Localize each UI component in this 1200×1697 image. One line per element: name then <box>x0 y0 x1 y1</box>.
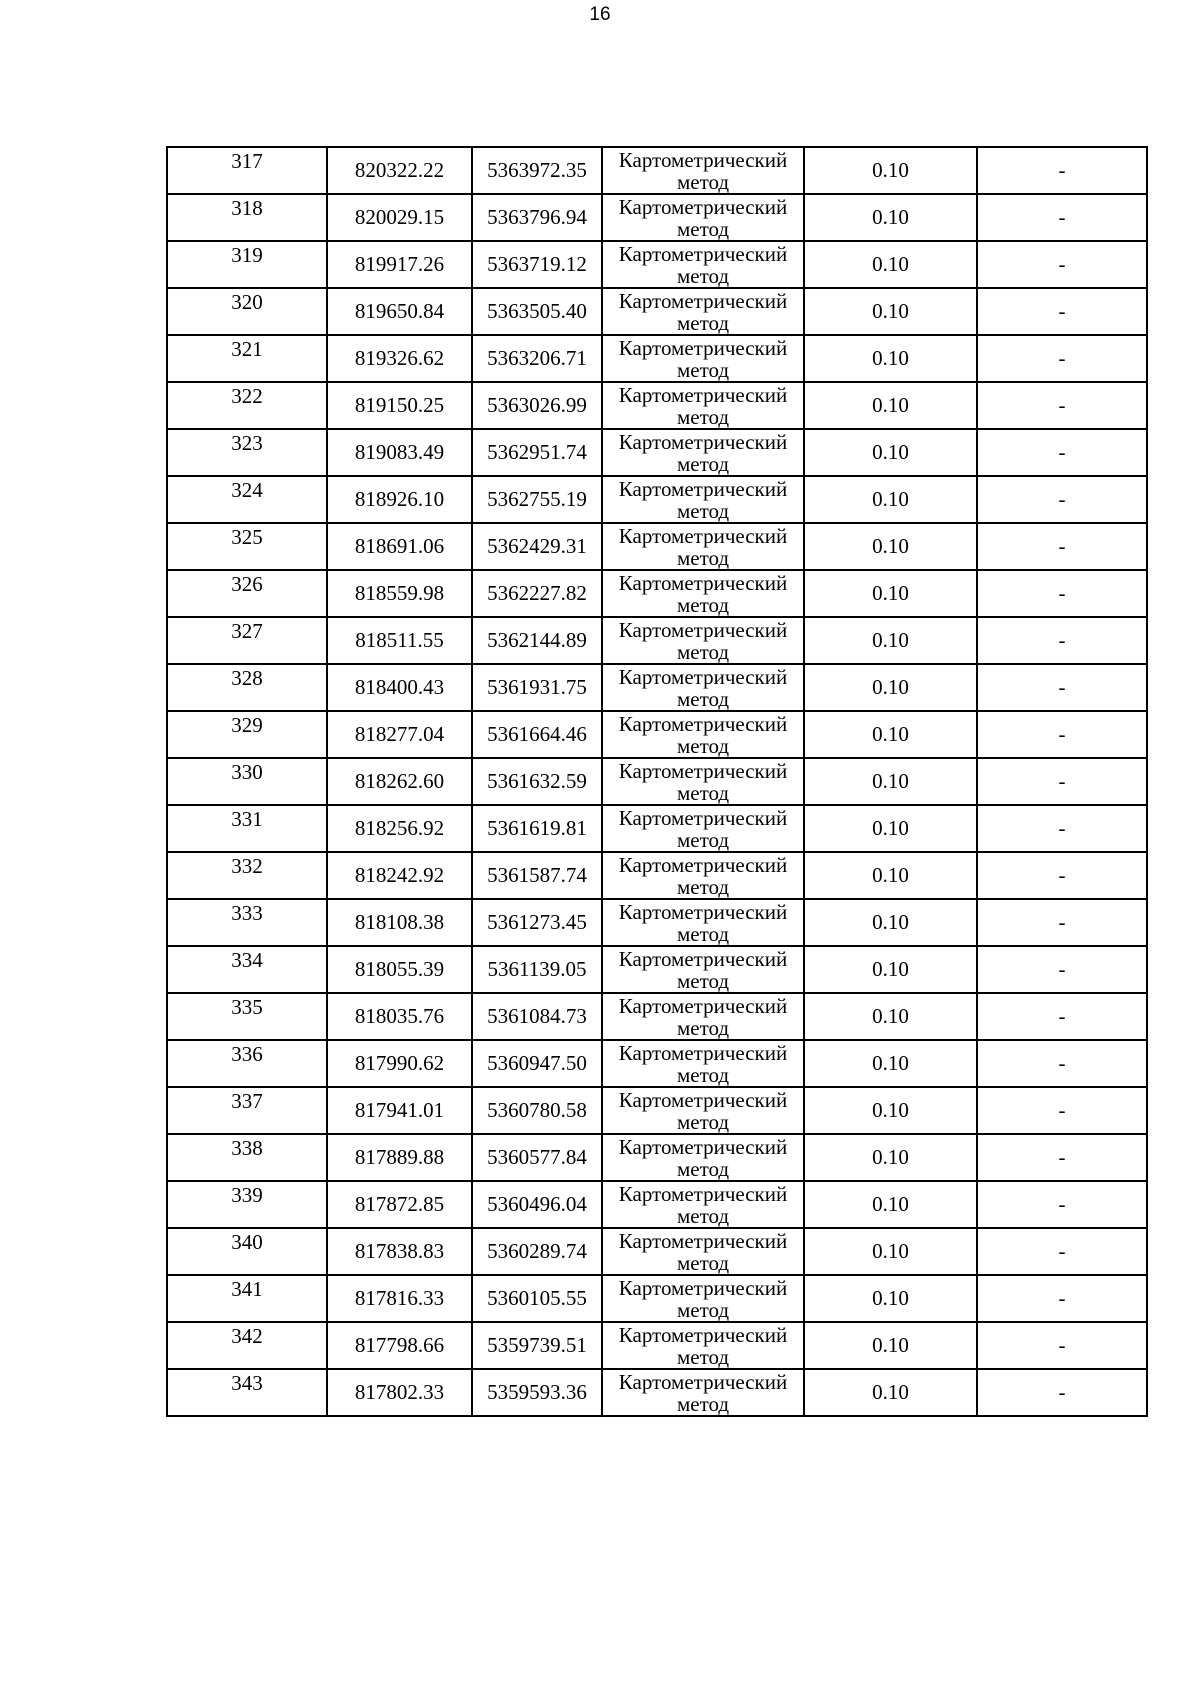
method-cell <box>602 1322 804 1369</box>
x-coordinate-cell: 817802.33 <box>327 1369 472 1416</box>
table-row <box>167 664 1147 711</box>
method-line-2: метод <box>676 1109 730 1134</box>
y-coordinate-cell: 5360947.50 <box>472 1040 602 1087</box>
accuracy-cell: 0.10 <box>804 805 977 852</box>
point-number-cell: 338 <box>167 1134 327 1181</box>
y-coordinate-cell: 5361273.45 <box>472 899 602 946</box>
table-row <box>167 1322 1147 1369</box>
x-coordinate-cell: 817816.33 <box>327 1275 472 1322</box>
accuracy-cell: 0.10 <box>804 476 977 523</box>
method-line-1: Картометрический <box>618 1275 788 1300</box>
table-row <box>167 382 1147 429</box>
x-coordinate-cell: 818511.55 <box>327 617 472 664</box>
point-number-cell: 340 <box>167 1228 327 1275</box>
point-number-cell: 341 <box>167 1275 327 1322</box>
x-coordinate-cell: 818400.43 <box>327 664 472 711</box>
y-coordinate-cell: 5363796.94 <box>472 194 602 241</box>
y-coordinate-cell: 5362144.89 <box>472 617 602 664</box>
method-line-1: Картометрический <box>618 711 788 736</box>
method-line-1: Картометрический <box>618 899 788 924</box>
x-coordinate-cell: 817941.01 <box>327 1087 472 1134</box>
x-coordinate-cell: 819150.25 <box>327 382 472 429</box>
method-line-2: метод <box>676 1015 730 1040</box>
x-coordinate-cell: 817798.66 <box>327 1322 472 1369</box>
method-line-1: Картометрический <box>618 1134 788 1159</box>
method-cell <box>602 711 804 758</box>
method-cell <box>602 1181 804 1228</box>
note-cell: - <box>977 758 1147 805</box>
y-coordinate-cell: 5361139.05 <box>472 946 602 993</box>
method-line-1: Картометрический <box>618 523 788 548</box>
accuracy-cell: 0.10 <box>804 147 977 194</box>
method-cell <box>602 382 804 429</box>
method-line-2: метод <box>676 310 730 335</box>
method-line-2: метод <box>676 1391 730 1416</box>
note-cell: - <box>977 429 1147 476</box>
accuracy-cell: 0.10 <box>804 1322 977 1369</box>
table-row <box>167 429 1147 476</box>
method-cell <box>602 476 804 523</box>
x-coordinate-cell: 819326.62 <box>327 335 472 382</box>
note-cell: - <box>977 946 1147 993</box>
method-cell <box>602 1134 804 1181</box>
point-number-cell: 332 <box>167 852 327 899</box>
x-coordinate-cell: 818926.10 <box>327 476 472 523</box>
method-cell <box>602 1275 804 1322</box>
method-line-2: метод <box>676 1062 730 1087</box>
note-cell: - <box>977 335 1147 382</box>
y-coordinate-cell: 5360289.74 <box>472 1228 602 1275</box>
method-line-2: метод <box>676 780 730 805</box>
method-line-1: Картометрический <box>618 805 788 830</box>
method-line-2: метод <box>676 968 730 993</box>
point-number-cell: 342 <box>167 1322 327 1369</box>
method-line-2: метод <box>676 357 730 382</box>
note-cell: - <box>977 1275 1147 1322</box>
point-number-cell: 335 <box>167 993 327 1040</box>
note-cell: - <box>977 805 1147 852</box>
point-number-cell: 325 <box>167 523 327 570</box>
x-coordinate-cell: 818559.98 <box>327 570 472 617</box>
table-row <box>167 1369 1147 1416</box>
note-cell: - <box>977 570 1147 617</box>
point-number-cell: 317 <box>167 147 327 194</box>
accuracy-cell: 0.10 <box>804 946 977 993</box>
note-cell: - <box>977 1369 1147 1416</box>
table-row <box>167 1228 1147 1275</box>
y-coordinate-cell: 5359593.36 <box>472 1369 602 1416</box>
y-coordinate-cell: 5363972.35 <box>472 147 602 194</box>
method-line-2: метод <box>676 404 730 429</box>
method-line-1: Картометрический <box>618 288 788 313</box>
method-line-2: метод <box>676 169 730 194</box>
y-coordinate-cell: 5362755.19 <box>472 476 602 523</box>
x-coordinate-cell: 817889.88 <box>327 1134 472 1181</box>
page-number: 16 <box>589 4 611 25</box>
y-coordinate-cell: 5362429.31 <box>472 523 602 570</box>
point-number-cell: 318 <box>167 194 327 241</box>
accuracy-cell: 0.10 <box>804 1134 977 1181</box>
table-row <box>167 993 1147 1040</box>
note-cell: - <box>977 1040 1147 1087</box>
y-coordinate-cell: 5361084.73 <box>472 993 602 1040</box>
accuracy-cell: 0.10 <box>804 523 977 570</box>
y-coordinate-cell: 5360577.84 <box>472 1134 602 1181</box>
table-row <box>167 288 1147 335</box>
method-line-1: Картометрический <box>618 147 788 172</box>
table-row <box>167 899 1147 946</box>
point-number-cell: 324 <box>167 476 327 523</box>
x-coordinate-cell: 819083.49 <box>327 429 472 476</box>
method-line-1: Картометрический <box>618 570 788 595</box>
accuracy-cell: 0.10 <box>804 1087 977 1134</box>
accuracy-cell: 0.10 <box>804 758 977 805</box>
method-cell <box>602 617 804 664</box>
method-cell <box>602 194 804 241</box>
x-coordinate-cell: 820322.22 <box>327 147 472 194</box>
method-line-2: метод <box>676 451 730 476</box>
table-row <box>167 1275 1147 1322</box>
method-line-2: метод <box>676 592 730 617</box>
method-line-2: метод <box>676 263 730 288</box>
y-coordinate-cell: 5361931.75 <box>472 664 602 711</box>
accuracy-cell: 0.10 <box>804 617 977 664</box>
table-row <box>167 570 1147 617</box>
x-coordinate-cell: 817838.83 <box>327 1228 472 1275</box>
note-cell: - <box>977 617 1147 664</box>
method-line-1: Картометрический <box>618 852 788 877</box>
method-line-1: Картометрический <box>618 476 788 501</box>
note-cell: - <box>977 993 1147 1040</box>
method-line-2: метод <box>676 827 730 852</box>
accuracy-cell: 0.10 <box>804 1369 977 1416</box>
accuracy-cell: 0.10 <box>804 1040 977 1087</box>
method-line-2: метод <box>676 216 730 241</box>
method-cell <box>602 664 804 711</box>
x-coordinate-cell: 817872.85 <box>327 1181 472 1228</box>
method-cell <box>602 758 804 805</box>
method-line-2: метод <box>676 1250 730 1275</box>
method-cell <box>602 288 804 335</box>
x-coordinate-cell: 818277.04 <box>327 711 472 758</box>
y-coordinate-cell: 5359739.51 <box>472 1322 602 1369</box>
note-cell: - <box>977 523 1147 570</box>
method-line-1: Картометрический <box>618 241 788 266</box>
table-row <box>167 1087 1147 1134</box>
point-number-cell: 334 <box>167 946 327 993</box>
point-number-cell: 333 <box>167 899 327 946</box>
y-coordinate-cell: 5362951.74 <box>472 429 602 476</box>
method-line-2: метод <box>676 1297 730 1322</box>
method-line-2: метод <box>676 1203 730 1228</box>
note-cell: - <box>977 288 1147 335</box>
table-row <box>167 476 1147 523</box>
point-number-cell: 343 <box>167 1369 327 1416</box>
table-row <box>167 711 1147 758</box>
point-number-cell: 336 <box>167 1040 327 1087</box>
point-number-cell: 337 <box>167 1087 327 1134</box>
method-cell <box>602 1040 804 1087</box>
accuracy-cell: 0.10 <box>804 288 977 335</box>
method-cell <box>602 852 804 899</box>
note-cell: - <box>977 1181 1147 1228</box>
x-coordinate-cell: 818035.76 <box>327 993 472 1040</box>
y-coordinate-cell: 5363719.12 <box>472 241 602 288</box>
method-line-2: метод <box>676 874 730 899</box>
method-line-1: Картометрический <box>618 429 788 454</box>
table-row <box>167 1134 1147 1181</box>
method-line-2: метод <box>676 545 730 570</box>
table-row <box>167 523 1147 570</box>
method-cell <box>602 429 804 476</box>
accuracy-cell: 0.10 <box>804 429 977 476</box>
x-coordinate-cell: 818055.39 <box>327 946 472 993</box>
point-number-cell: 327 <box>167 617 327 664</box>
method-cell <box>602 805 804 852</box>
y-coordinate-cell: 5360780.58 <box>472 1087 602 1134</box>
method-line-2: метод <box>676 1344 730 1369</box>
y-coordinate-cell: 5363206.71 <box>472 335 602 382</box>
point-number-cell: 331 <box>167 805 327 852</box>
point-number-cell: 320 <box>167 288 327 335</box>
method-line-2: метод <box>676 498 730 523</box>
method-line-1: Картометрический <box>618 1040 788 1065</box>
accuracy-cell: 0.10 <box>804 241 977 288</box>
method-line-1: Картометрический <box>618 1181 788 1206</box>
method-line-1: Картометрический <box>618 946 788 971</box>
y-coordinate-cell: 5362227.82 <box>472 570 602 617</box>
note-cell: - <box>977 711 1147 758</box>
accuracy-cell: 0.10 <box>804 1181 977 1228</box>
method-cell <box>602 241 804 288</box>
method-line-1: Картометрический <box>618 1369 788 1394</box>
method-line-2: метод <box>676 733 730 758</box>
table-row <box>167 1181 1147 1228</box>
y-coordinate-cell: 5363505.40 <box>472 288 602 335</box>
method-line-1: Картометрический <box>618 1322 788 1347</box>
x-coordinate-cell: 820029.15 <box>327 194 472 241</box>
y-coordinate-cell: 5363026.99 <box>472 382 602 429</box>
method-line-1: Картометрический <box>618 335 788 360</box>
table-row <box>167 617 1147 664</box>
method-line-1: Картометрический <box>618 1087 788 1112</box>
table-row <box>167 946 1147 993</box>
x-coordinate-cell: 818256.92 <box>327 805 472 852</box>
method-cell <box>602 1228 804 1275</box>
method-cell <box>602 1369 804 1416</box>
note-cell: - <box>977 664 1147 711</box>
method-cell <box>602 993 804 1040</box>
table-row <box>167 194 1147 241</box>
y-coordinate-cell: 5361587.74 <box>472 852 602 899</box>
accuracy-cell: 0.10 <box>804 852 977 899</box>
table-row <box>167 241 1147 288</box>
point-number-cell: 328 <box>167 664 327 711</box>
method-cell <box>602 523 804 570</box>
coordinates-table <box>166 146 1148 1417</box>
point-number-cell: 322 <box>167 382 327 429</box>
method-line-1: Картометрический <box>618 382 788 407</box>
y-coordinate-cell: 5360105.55 <box>472 1275 602 1322</box>
method-line-2: метод <box>676 639 730 664</box>
method-line-1: Картометрический <box>618 194 788 219</box>
method-line-1: Картометрический <box>618 617 788 642</box>
coordinates-table-body <box>167 147 1147 1416</box>
point-number-cell: 329 <box>167 711 327 758</box>
accuracy-cell: 0.10 <box>804 899 977 946</box>
x-coordinate-cell: 818691.06 <box>327 523 472 570</box>
note-cell: - <box>977 1134 1147 1181</box>
method-line-2: метод <box>676 686 730 711</box>
y-coordinate-cell: 5361619.81 <box>472 805 602 852</box>
table-row <box>167 758 1147 805</box>
accuracy-cell: 0.10 <box>804 382 977 429</box>
table-row <box>167 147 1147 194</box>
method-line-1: Картометрический <box>618 1228 788 1253</box>
x-coordinate-cell: 817990.62 <box>327 1040 472 1087</box>
point-number-cell: 330 <box>167 758 327 805</box>
y-coordinate-cell: 5361664.46 <box>472 711 602 758</box>
note-cell: - <box>977 852 1147 899</box>
point-number-cell: 321 <box>167 335 327 382</box>
accuracy-cell: 0.10 <box>804 1228 977 1275</box>
accuracy-cell: 0.10 <box>804 1275 977 1322</box>
note-cell: - <box>977 1228 1147 1275</box>
note-cell: - <box>977 194 1147 241</box>
point-number-cell: 326 <box>167 570 327 617</box>
x-coordinate-cell: 818108.38 <box>327 899 472 946</box>
method-cell <box>602 1087 804 1134</box>
accuracy-cell: 0.10 <box>804 335 977 382</box>
x-coordinate-cell: 819650.84 <box>327 288 472 335</box>
note-cell: - <box>977 147 1147 194</box>
accuracy-cell: 0.10 <box>804 570 977 617</box>
accuracy-cell: 0.10 <box>804 993 977 1040</box>
point-number-cell: 319 <box>167 241 327 288</box>
note-cell: - <box>977 1087 1147 1134</box>
accuracy-cell: 0.10 <box>804 664 977 711</box>
method-cell <box>602 946 804 993</box>
table-row <box>167 1040 1147 1087</box>
note-cell: - <box>977 382 1147 429</box>
table-row <box>167 852 1147 899</box>
table-row <box>167 805 1147 852</box>
method-line-2: метод <box>676 1156 730 1181</box>
method-line-1: Картометрический <box>618 993 788 1018</box>
method-cell <box>602 570 804 617</box>
note-cell: - <box>977 476 1147 523</box>
method-cell <box>602 147 804 194</box>
y-coordinate-cell: 5361632.59 <box>472 758 602 805</box>
point-number-cell: 339 <box>167 1181 327 1228</box>
point-number-cell: 323 <box>167 429 327 476</box>
x-coordinate-cell: 819917.26 <box>327 241 472 288</box>
method-line-1: Картометрический <box>618 664 788 689</box>
x-coordinate-cell: 818242.92 <box>327 852 472 899</box>
note-cell: - <box>977 1322 1147 1369</box>
method-cell <box>602 899 804 946</box>
method-line-1: Картометрический <box>618 758 788 783</box>
y-coordinate-cell: 5360496.04 <box>472 1181 602 1228</box>
method-line-2: метод <box>676 921 730 946</box>
accuracy-cell: 0.10 <box>804 711 977 758</box>
accuracy-cell: 0.10 <box>804 194 977 241</box>
note-cell: - <box>977 899 1147 946</box>
method-cell <box>602 335 804 382</box>
x-coordinate-cell: 818262.60 <box>327 758 472 805</box>
table-row <box>167 335 1147 382</box>
note-cell: - <box>977 241 1147 288</box>
